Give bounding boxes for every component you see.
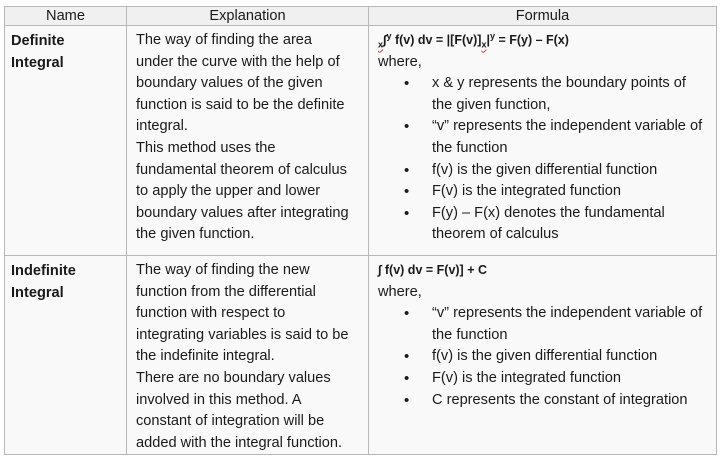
integral-comparison-table — [4, 6, 717, 455]
list-item: • x & y represents the boundary points of the given function, — [432, 73, 710, 116]
explanation-line: function with respect to — [136, 305, 286, 322]
list-item: • F(y) – F(x) denotes the fundamental theorem of calculus — [432, 203, 710, 246]
list-item: • “v” represents the independent variable of the function — [432, 116, 710, 159]
indefinite-integral-formula: ∫ f(v) dv = F(v)] + C — [378, 263, 487, 277]
explanation-line: involved in this method. A — [136, 391, 302, 408]
list-item: • F(v) is the integrated function — [432, 181, 710, 203]
formula-definite — [369, 26, 717, 256]
integral-sign: ∫ — [383, 33, 387, 47]
explanation-line: integral. — [136, 118, 188, 135]
explanation-line: the given function. — [136, 226, 255, 243]
list-item: • f(v) is the given differential function — [432, 346, 710, 368]
indefinite-bullet-list — [378, 303, 710, 411]
explanation-line: constant of integration will be — [136, 413, 325, 430]
list-item: • C represents the constant of integration — [432, 390, 710, 412]
explanation-line: function is said to be the definite — [136, 96, 345, 113]
explanation-line: This method uses the — [136, 139, 276, 156]
header-formula: Formula — [369, 7, 717, 26]
list-item: • f(v) is the given differential function — [432, 160, 710, 182]
header-name: Name — [5, 7, 127, 26]
formula-result: = F(y) – F(x) — [494, 33, 569, 47]
upper-limit: y — [386, 30, 392, 41]
definite-bullet-list — [378, 73, 710, 246]
eval-upper-limit: y — [489, 30, 495, 41]
explanation-line: There are no boundary values — [136, 369, 331, 386]
formula-indefinite — [369, 256, 717, 455]
eval-lower-limit: x — [481, 39, 487, 50]
eval-bar: | — [486, 33, 490, 47]
header-explanation: Explanation — [127, 7, 369, 26]
explanation-line: to apply the upper and lower — [136, 183, 321, 200]
header-row — [5, 7, 717, 26]
where-label: where, — [378, 283, 422, 300]
table-row-definite — [5, 26, 717, 256]
explanation-indefinite — [127, 256, 369, 455]
where-label: where, — [378, 53, 422, 70]
lower-limit: x — [378, 39, 384, 50]
explanation-line: boundary values of the given — [136, 75, 323, 92]
list-item: • F(v) is the integrated function — [432, 368, 710, 390]
term-definite-integral: Definite Integral — [5, 26, 127, 256]
explanation-line: integrating variables is said to be — [136, 326, 349, 343]
table-row-indefinite — [5, 256, 717, 455]
explanation-line: under the curve with the help of — [136, 53, 340, 70]
explanation-line: The way of finding the new — [136, 262, 310, 278]
integrand: f(v) dv = |[F(v)] — [391, 33, 482, 47]
list-item: • “v” represents the independent variable of the function — [432, 303, 710, 346]
explanation-line: boundary values after integrating — [136, 204, 349, 221]
explanation-line: added with the integral function. — [136, 434, 343, 451]
explanation-definite — [127, 26, 369, 256]
explanation-line: the indefinite integral. — [136, 348, 275, 365]
explanation-line: fundamental theorem of calculus — [136, 161, 347, 178]
explanation-line: The way of finding the area — [136, 32, 313, 48]
term-indefinite-integral: Indefinite Integral — [5, 256, 127, 455]
explanation-line: function from the differential — [136, 283, 316, 300]
definite-integral-formula — [378, 30, 710, 52]
